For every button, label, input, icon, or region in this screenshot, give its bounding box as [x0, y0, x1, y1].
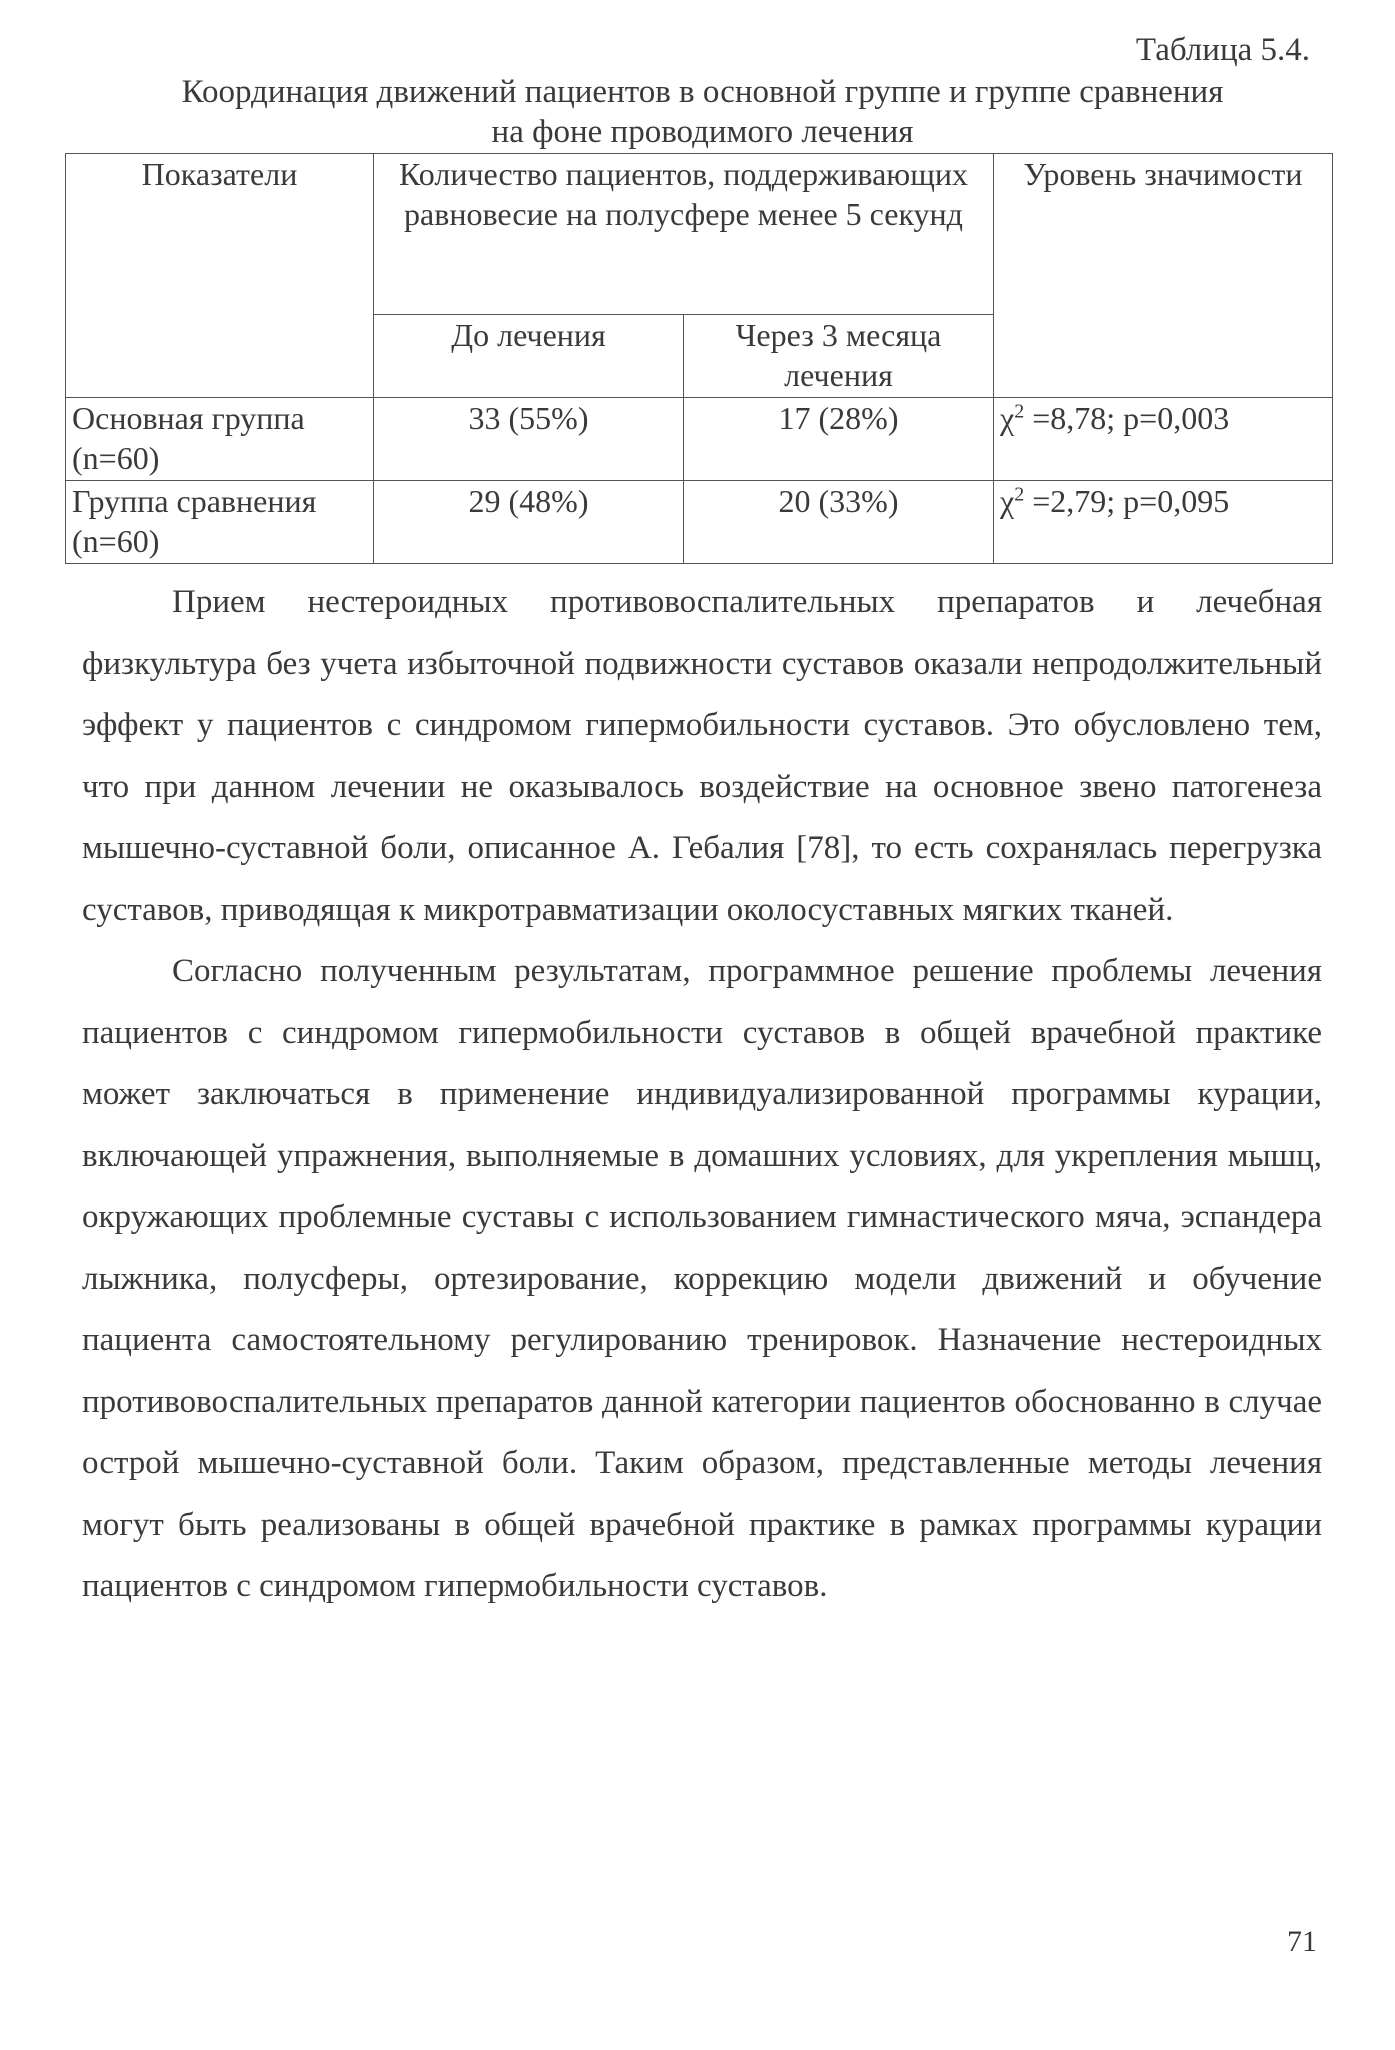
row-stat: =2,79; p=0,095 — [1024, 483, 1230, 519]
chi-symbol: χ — [1000, 483, 1015, 519]
row-group: Основная группа (n=60) — [66, 398, 374, 481]
header-after: Через 3 месяца лечения — [684, 315, 994, 398]
body-text — [82, 572, 1322, 1618]
header-patients-count: Количество пациентов, поддерживающих равновесие на полусфере менее 5 секунд — [374, 154, 994, 315]
paragraph: Согласно полученным результатам, программное решение проблемы лечения пациентов с синдромом гипермобильности суставов в общей врачебной практике может заключаться в применение индивидуализированной программы курации, включающей упражнения, выполняемые в домашних условиях, для укрепления мышц, окружающих проблемные суставы с использованием гимнастического мяча, эспандера лыжника, полусферы, ортезирование, коррекцию модели движений и обучение пациента самостоятельному регулированию тренировок. Назначение нестероидных противовоспалительных препаратов данной категории пациентов обоснованно в случае острой мышечно-суставной боли. Таким образом, представленные методы лечения могут быть реализованы в общей врачебной практике в рамках программы курации пациентов с синдромом гипермобильности суставов. — [82, 953, 1322, 1604]
row-before: 33 (55%) — [374, 398, 684, 481]
table-row — [66, 398, 1333, 481]
table-number: Таблица 5.4. — [1135, 32, 1310, 68]
chi-symbol: χ — [1000, 400, 1015, 436]
results-table — [65, 153, 1333, 564]
row-stat: =8,78; p=0,003 — [1024, 400, 1230, 436]
page-number: 71 — [1287, 1925, 1317, 1958]
table-header-row — [66, 154, 1333, 315]
row-significance — [994, 481, 1333, 564]
table-caption-line: на фоне проводимого лечения — [491, 114, 914, 150]
header-indicator: Показатели — [66, 154, 374, 398]
table-caption-line: Координация движений пациентов в основной группе и группе сравнения — [181, 74, 1224, 110]
row-after: 17 (28%) — [684, 398, 994, 481]
row-significance — [994, 398, 1333, 481]
header-before: До лечения — [374, 315, 684, 398]
table-row — [66, 481, 1333, 564]
row-after: 20 (33%) — [684, 481, 994, 564]
table-caption — [80, 72, 1325, 152]
header-significance: Уровень значимости — [994, 154, 1333, 398]
row-group: Группа сравнения (n=60) — [66, 481, 374, 564]
chi-power: 2 — [1014, 483, 1025, 506]
paragraph: Прием нестероидных противовоспалительных препаратов и лечебная физкультура без учета избыточной подвижности суставов оказали непродолжительный эффект у пациентов с синдромом гипермобильности суставов. Это обусловлено тем, что при данном лечении не оказывалось воздействие на основное звено патогенеза мышечно-суставной боли, описанное А. Гебалия [78], то есть сохранялась перегрузка суставов, приводящая к микротравматизации околосуставных мягких тканей. — [82, 584, 1322, 928]
chi-power: 2 — [1014, 400, 1025, 423]
row-before: 29 (48%) — [374, 481, 684, 564]
